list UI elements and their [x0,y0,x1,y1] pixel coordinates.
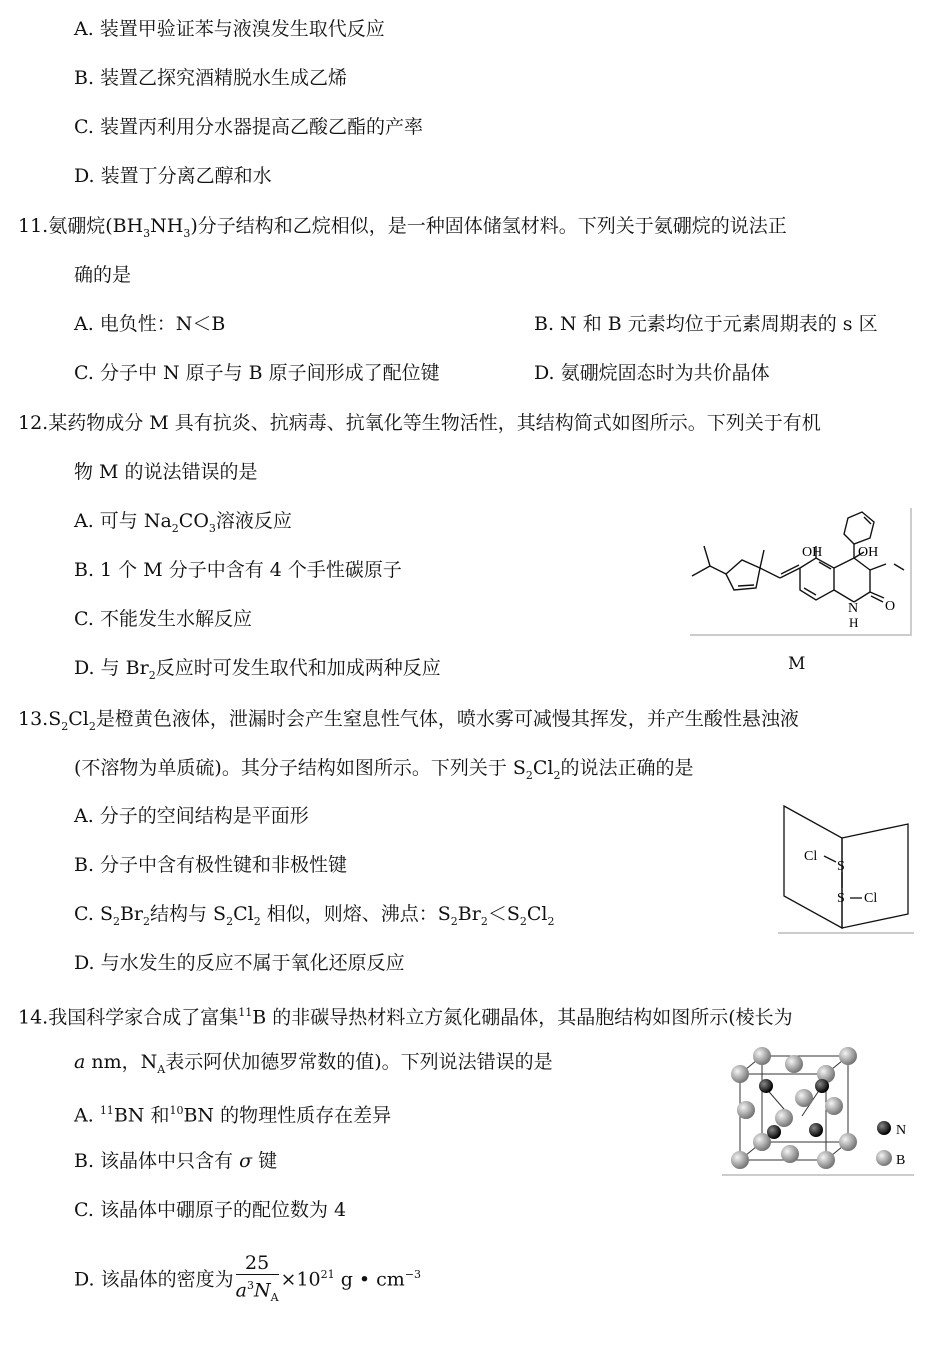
legend-n-label: N [896,1123,907,1138]
q14-option-c: C. 该晶体中硼原子的配位数为 4 [74,1199,347,1221]
q13-stem [18,706,799,740]
legend-b-icon [876,1150,892,1166]
t: 是橙黄色液体，泄漏时会产生窒息性气体，喷水雾可减慢其挥发，并产生酸性悬浊液 [95,708,799,730]
sub: 2 [450,914,458,928]
t: B. 该晶体中只含有 [74,1150,240,1172]
q12-number: 12. [18,412,49,434]
t: B 的非碳导热材料立方氮化硼晶体，其晶胞结构如图所示(棱长为 [252,1006,793,1029]
q11-stem-text: 氨硼烷(BH [48,215,144,237]
t: Cl [68,708,89,730]
b-atom [775,1109,793,1127]
q13-option-c [74,901,554,935]
s2cl2-structure [778,800,914,934]
q11-stem-text: )分子结构和乙烷相似，是一种固体储氢材料。下列关于氨硼烷的说法正 [190,215,787,237]
n-atom [767,1125,781,1139]
sub: 2 [88,719,96,733]
q14-number: 14. [18,1006,49,1029]
n-atom [759,1079,773,1093]
t: Cl [526,903,548,925]
t: nm，N [85,1051,158,1073]
sup: 10 [169,1104,184,1117]
sub: 2 [547,914,555,928]
q13-option-b: B. 分子中含有极性键和非极性键 [74,854,348,876]
s2cl2-figure [778,800,914,934]
q14-stem-line2 [74,1049,553,1083]
n-atom [809,1123,823,1137]
q14-option-d [74,1250,421,1309]
cl-atom-label: Cl [864,891,878,906]
q12-option-c: C. 不能发生水解反应 [74,608,252,630]
q13-option-d: D. 与水发生的反应不属于氧化还原反应 [74,952,405,974]
t: ＜S [487,903,520,925]
t: 我国科学家合成了富集 [48,1006,239,1029]
sub: 3 [143,226,151,240]
t: g • cm [334,1268,405,1291]
sup: 11 [238,1006,253,1019]
q12-option-d [74,655,441,689]
t: 结构与 S [150,903,227,925]
frac-denominator [236,1275,279,1309]
q12-stem [18,410,821,436]
t: CO [178,510,209,532]
q13-number: 13. [18,708,49,730]
b-atom [839,1047,857,1065]
density-fraction [236,1252,279,1309]
t: a [74,1051,86,1073]
q10-option-b: B. 装置乙探究酒精脱水生成乙烯 [74,67,348,89]
t: 溶液反应 [215,510,292,532]
sub: 2 [253,914,261,928]
q11-number: 11. [18,215,49,237]
b-atom [731,1151,749,1169]
sub: 2 [112,914,120,928]
oh-label: OH [802,545,823,560]
sup: 21 [320,1268,335,1281]
sub: 2 [148,668,156,682]
sub: 2 [553,768,561,782]
sup: 3 [246,1278,254,1292]
b-atom [839,1133,857,1151]
q10-option-c: C. 装置丙利用分水器提高乙酸乙酯的产率 [74,116,423,138]
t: Br [119,903,144,925]
q11-stem-text: NH [150,215,184,237]
t: σ [239,1150,253,1172]
t: 键 [252,1150,278,1172]
q10-option-d: D. 装置丁分离乙醇和水 [74,165,272,187]
t: a [235,1279,247,1302]
t: 的说法正确的是 [560,757,694,779]
sub: 2 [525,768,533,782]
cl-atom-label: Cl [804,849,818,864]
s-atom-label: S [837,859,845,874]
b-atom [785,1055,803,1073]
t: (不溶物为单质硫)。其分子结构如图所示。下列关于 S [74,757,526,779]
b-atom [753,1047,771,1065]
t: Cl [233,903,254,925]
q12-stem-line2: 物 M 的说法错误的是 [74,461,258,483]
q12-option-a [74,508,292,542]
t: A. 可与 Na [74,510,172,532]
t: 反应时可发生取代和加成两种反应 [155,657,441,679]
sub: 2 [143,914,151,928]
t: ×10 [280,1268,321,1291]
q11-option-c: C. 分子中 N 原子与 B 原子间形成了配位键 [74,362,440,384]
oh-label: OH [858,545,879,560]
q11-option-d: D. 氨硼烷固态时为共价晶体 [534,362,770,384]
sup: −3 [404,1268,422,1281]
b-atom [737,1101,755,1119]
b-atom [817,1151,835,1169]
b-atom [795,1089,813,1107]
molecule-m-figure [690,508,912,636]
bn-unit-cell-figure [722,1046,914,1176]
sub: 2 [480,914,488,928]
h-label: H [849,615,859,630]
b-atom [825,1097,843,1115]
t: 表示阿伏加德罗常数的值)。下列说法错误的是 [165,1051,553,1073]
t: A. [74,1104,100,1127]
t: N [253,1279,271,1302]
molecule-m-structure [690,508,910,634]
n-label: N [848,601,859,616]
q13-option-a: A. 分子的空间结构是平面形 [74,805,309,827]
q11-option-a: A. 电负性：N＜B [74,313,226,335]
q13-stem-line2 [74,755,694,789]
frac-numerator: 25 [236,1252,279,1275]
b-atom [781,1145,799,1163]
legend-b-label: B [896,1153,906,1168]
t: D. 该晶体的密度为 [74,1268,234,1291]
q12-stem-text: 某药物成分 M 具有抗炎、抗病毒、抗氧化等生物活性，其结构简式如图所示。下列关于有机 [48,412,821,434]
t: S [48,708,62,730]
b-atom [731,1065,749,1083]
s-atom-label: S [837,891,845,906]
sub: A [270,1290,279,1304]
t: C. S [74,903,113,925]
q10-option-a: A. 装置甲验证苯与液溴发生取代反应 [74,18,385,40]
sub: 3 [208,521,216,535]
q14-stem [18,1000,793,1030]
n-atom [815,1079,829,1093]
sub: 3 [183,226,191,240]
t: BN 和 [113,1104,170,1127]
legend-n-icon [877,1121,891,1135]
t: Br [457,903,481,925]
sub: 2 [171,521,179,535]
nitrogen-atoms [759,1079,829,1139]
q12-option-b: B. 1 个 M 分子中含有 4 个手性碳原子 [74,559,402,581]
bn-unit-cell [722,1046,914,1176]
sub: A [157,1062,166,1076]
sup: 11 [99,1104,114,1117]
sub: 2 [519,914,527,928]
q14-option-b [74,1148,277,1174]
t: BN 的物理性质存在差异 [183,1104,392,1127]
q11-stem [18,213,787,247]
sub: 2 [226,914,234,928]
sub: 2 [61,719,69,733]
t: 相似，则熔、沸点：S [260,903,451,925]
o-label: O [885,599,896,614]
t: D. 与 Br [74,657,149,679]
molecule-m-label: M [788,654,806,674]
t: Cl [532,757,554,779]
q11-stem-line2: 确的是 [74,264,132,286]
q11-option-b: B. N 和 B 元素均位于元素周期表的 s 区 [534,313,878,335]
q14-option-a [74,1098,391,1128]
